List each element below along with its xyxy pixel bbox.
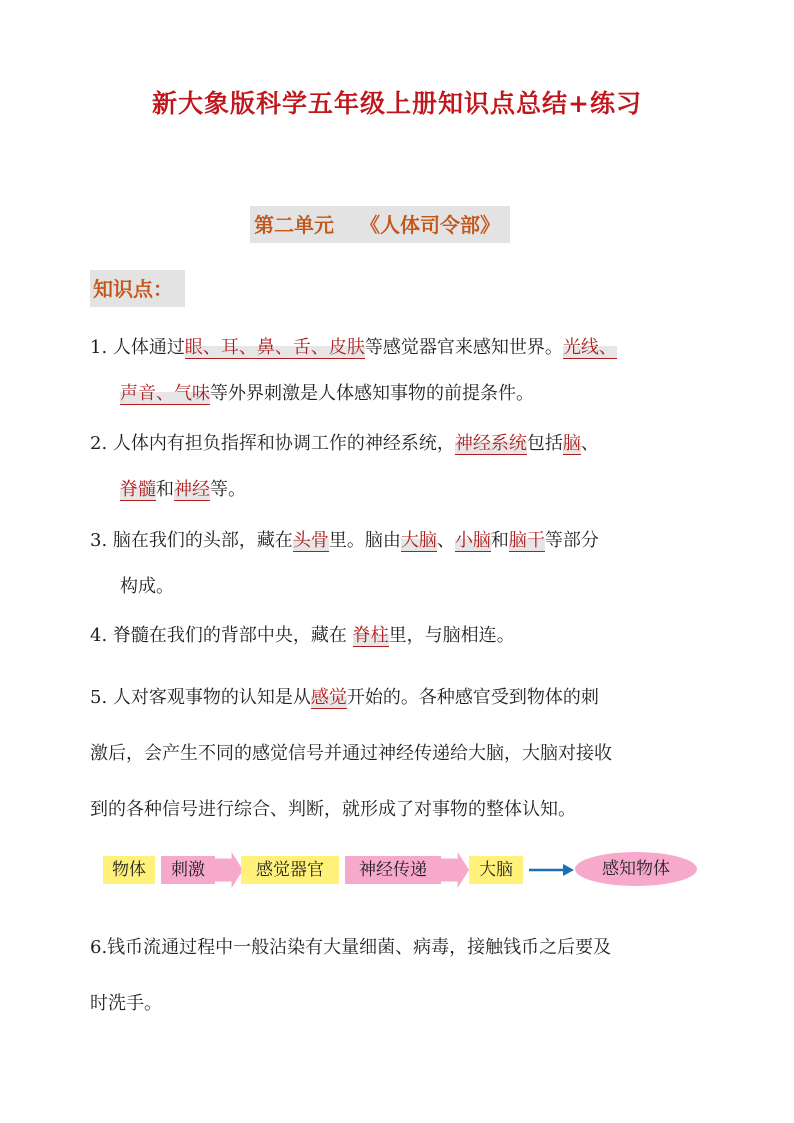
- point-text: 等部分: [544, 530, 599, 551]
- flow-blue-arrow-icon: [527, 861, 575, 879]
- point-text: 脊髓在我们的背部中央，藏在: [112, 625, 353, 646]
- point-text: 里。脑由: [328, 530, 401, 551]
- point-5-line-1: [90, 680, 730, 736]
- point-text: 和: [156, 479, 174, 500]
- knowledge-point-3: [90, 523, 730, 615]
- point-text: 人体通过: [112, 337, 185, 358]
- point-text: 人体内有担负指挥和协调工作的神经系统，: [112, 433, 455, 454]
- point-text: 等外界刺激是人体感知事物的前提条件。: [210, 383, 534, 404]
- keyword: 感觉: [310, 687, 347, 708]
- point-text: 包括: [526, 433, 563, 454]
- keyword: 头骨: [292, 530, 329, 551]
- point-text: 构成。: [120, 576, 174, 597]
- unit-name: 《人体司令部》: [360, 213, 500, 237]
- point-text: 脑在我们的头部，藏在: [112, 530, 293, 551]
- keyword: 脊髓: [120, 479, 156, 500]
- point-2-line-2: [90, 472, 730, 518]
- point-text: 等感觉器官来感知世界。: [364, 337, 563, 358]
- point-5-line-2: 激后，会产生不同的感觉信号并通过神经传递给大脑，大脑对接收: [90, 743, 612, 764]
- point-number: 2.: [90, 433, 108, 454]
- perception-flow-diagram: [103, 852, 703, 890]
- point-text: 等。: [210, 479, 246, 500]
- point-3-line-2: [90, 569, 730, 615]
- flow-brain-box: 大脑: [469, 856, 523, 884]
- point-text: 、: [436, 530, 455, 551]
- point-1-line-1: [90, 330, 730, 376]
- knowledge-point-6: [90, 930, 730, 1042]
- flow-arrow-icon: [213, 852, 243, 888]
- unit-heading: [250, 206, 510, 243]
- point-number: 4.: [90, 625, 108, 646]
- point-5-line-3: 到的各种信号进行综合、判断，就形成了对事物的整体认知。: [90, 799, 576, 820]
- point-2-line-1: [90, 426, 730, 472]
- point-text: 里，与脑相连。: [388, 625, 515, 646]
- point-number: 5.: [90, 687, 108, 708]
- point-text: 和: [490, 530, 509, 551]
- knowledge-point-1: [90, 330, 730, 422]
- flow-sense-organ-box: 感觉器官: [241, 856, 339, 884]
- point-text: 开始的。各种感官受到物体的刺: [346, 687, 599, 708]
- section-label: 知识点：: [90, 270, 185, 307]
- point-text: 人对客观事物的认知是从: [112, 687, 311, 708]
- knowledge-point-4: [90, 618, 730, 664]
- knowledge-point-5: [90, 680, 730, 848]
- keyword: 大脑: [400, 530, 437, 551]
- flow-arrow-icon: [439, 852, 469, 888]
- point-4-line-1: [90, 618, 730, 664]
- point-3-line-1: [90, 523, 730, 569]
- point-number: 3.: [90, 530, 108, 551]
- keyword: 眼、耳、鼻、舌、皮肤: [184, 337, 365, 358]
- knowledge-point-2: [90, 426, 730, 518]
- keyword: 神经: [174, 479, 210, 500]
- unit-number: 第二单元: [254, 213, 334, 237]
- point-6-line-2: 时洗手。: [90, 993, 162, 1014]
- flow-object-box: 物体: [103, 856, 155, 884]
- keyword: 声音、气味: [120, 383, 210, 404]
- point-number: 1.: [90, 337, 108, 358]
- flow-nerve-box: 神经传递: [345, 856, 441, 884]
- keyword: 光线、: [562, 337, 617, 358]
- point-text: 、: [580, 433, 599, 454]
- point-1-line-2: [90, 376, 730, 422]
- keyword: 神经系统: [454, 433, 527, 454]
- keyword: 脊柱: [352, 625, 389, 646]
- page-title: 新大象版科学五年级上册知识点总结+练习: [152, 89, 642, 118]
- keyword: 脑: [562, 433, 581, 454]
- flow-stimulus-box: 刺激: [161, 856, 215, 884]
- keyword: 脑干: [508, 530, 545, 551]
- flow-result-oval: 感知物体: [575, 852, 697, 886]
- keyword: 小脑: [454, 530, 491, 551]
- point-6-line-1: 6.钱币流通过程中一般沾染有大量细菌、病毒，接触钱币之后要及: [90, 937, 612, 958]
